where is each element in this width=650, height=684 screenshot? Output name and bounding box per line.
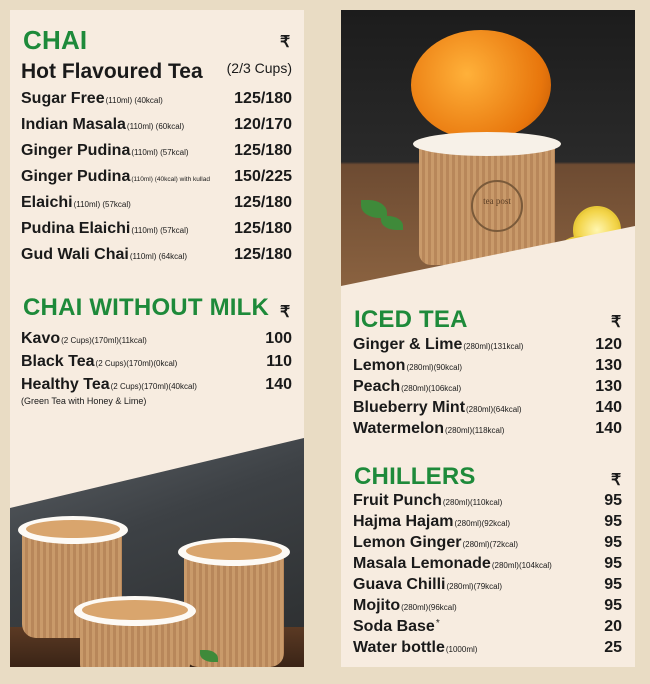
item-price: 125/180 bbox=[234, 194, 292, 211]
item-meta: (280ml)(79kcal) bbox=[446, 582, 503, 591]
chai-subtitle: Hot Flavoured Tea bbox=[21, 60, 203, 83]
tea-post-logo-text: tea post bbox=[483, 196, 511, 206]
chai-cups-photo bbox=[10, 438, 304, 667]
item-meta: (280ml)(106kcal) bbox=[401, 384, 462, 393]
item-meta: (280ml)(96kcal) bbox=[401, 603, 457, 612]
menu-item bbox=[21, 246, 292, 264]
menu-item bbox=[353, 618, 622, 636]
item-meta: (280ml)(72kcal) bbox=[462, 540, 519, 549]
cup-tea bbox=[82, 600, 188, 620]
item-name: Black Tea bbox=[21, 353, 95, 370]
item-name: Blueberry Mint bbox=[353, 399, 466, 416]
iced-tea-currency-symbol: ₹ bbox=[611, 314, 622, 331]
cup-rim bbox=[413, 132, 561, 156]
item-name: Healthy Tea bbox=[21, 376, 110, 393]
item-meta: (110ml) (40kcal) with kullad bbox=[131, 176, 210, 183]
menu-item bbox=[353, 399, 622, 417]
chai-without-milk-currency-symbol: ₹ bbox=[280, 304, 291, 321]
menu-item bbox=[353, 378, 622, 396]
menu-item bbox=[353, 639, 622, 657]
item-name: Ginger & Lime bbox=[353, 336, 463, 353]
item-name: Mojito bbox=[353, 597, 401, 614]
item-meta: (110ml) (57kcal) bbox=[131, 148, 189, 157]
item-meta: (280ml)(110kcal) bbox=[442, 498, 503, 507]
tea-post-logo bbox=[471, 180, 523, 232]
menu-item bbox=[353, 357, 622, 375]
menu-item bbox=[21, 353, 292, 371]
item-price: 95 bbox=[604, 492, 622, 509]
item-name: Peach bbox=[353, 378, 401, 395]
item-name: Guava Chilli bbox=[353, 576, 446, 593]
item-meta: * bbox=[435, 618, 440, 629]
iced-tea-section-title: ICED TEA bbox=[354, 306, 468, 333]
item-name: Kavo bbox=[21, 330, 61, 347]
item-name: Ginger Pudina bbox=[21, 168, 131, 185]
tea-splash bbox=[411, 30, 551, 140]
item-name: Ginger Pudina bbox=[21, 142, 131, 159]
menu-item bbox=[353, 492, 622, 510]
menu-item bbox=[21, 194, 292, 212]
item-price: 130 bbox=[595, 378, 622, 395]
photo-diagonal-cut bbox=[10, 438, 304, 508]
menu-item bbox=[21, 142, 292, 160]
menu-item bbox=[353, 597, 622, 615]
item-meta: (2 Cups)(170ml)(11kcal) bbox=[61, 336, 147, 345]
iced-tea-photo bbox=[341, 10, 635, 286]
item-name: Water bottle bbox=[353, 639, 445, 656]
item-price: 95 bbox=[604, 513, 622, 530]
item-meta: (110ml) (57kcal) bbox=[131, 226, 189, 235]
chai-subtitle-note: (2/3 Cups) bbox=[226, 60, 292, 76]
menu-item bbox=[21, 116, 292, 134]
item-price: 130 bbox=[595, 357, 622, 374]
item-name: Indian Masala bbox=[21, 116, 126, 133]
item-name: Masala Lemonade bbox=[353, 555, 491, 572]
menu-item bbox=[353, 513, 622, 531]
healthy-tea-note: (Green Tea with Honey & Lime) bbox=[21, 396, 147, 406]
item-meta: (280ml)(118kcal) bbox=[444, 426, 505, 435]
item-price: 150/225 bbox=[234, 168, 292, 185]
menu-item bbox=[21, 376, 292, 394]
item-price: 95 bbox=[604, 597, 622, 614]
item-meta: (280ml)(64kcal) bbox=[466, 405, 522, 414]
item-name: Elaichi bbox=[21, 194, 73, 211]
item-price: 125/180 bbox=[234, 90, 292, 107]
chillers-section-title: CHILLERS bbox=[354, 463, 476, 490]
chai-without-milk-title: CHAI WITHOUT MILK bbox=[23, 294, 270, 321]
item-meta: (2 Cups)(170ml)(40kcal) bbox=[110, 382, 197, 391]
item-name: Watermelon bbox=[353, 420, 444, 437]
item-price: 110 bbox=[266, 353, 292, 370]
item-name: Sugar Free bbox=[21, 90, 105, 107]
photo-diagonal-cut bbox=[341, 226, 635, 286]
item-price: 140 bbox=[595, 420, 622, 437]
chai-cup bbox=[184, 550, 284, 667]
menu-item bbox=[21, 220, 292, 238]
menu-item bbox=[21, 168, 292, 186]
cup-tea bbox=[186, 542, 282, 560]
chai-section-title: CHAI bbox=[23, 25, 88, 55]
right-menu-panel bbox=[341, 10, 635, 667]
menu-item bbox=[353, 336, 622, 354]
item-price: 120/170 bbox=[234, 116, 292, 133]
item-price: 140 bbox=[265, 376, 292, 393]
item-name: Pudina Elaichi bbox=[21, 220, 131, 237]
item-meta: (110ml) (57kcal) bbox=[73, 200, 131, 209]
item-price: 95 bbox=[604, 534, 622, 551]
item-meta: (280ml)(92kcal) bbox=[454, 519, 511, 528]
item-price: 100 bbox=[265, 330, 292, 347]
item-meta: (1000ml) bbox=[445, 645, 478, 654]
item-meta: (110ml) (40kcal) bbox=[105, 96, 163, 105]
item-meta: (110ml) (60kcal) bbox=[126, 122, 185, 131]
item-meta: (280ml)(131kcal) bbox=[463, 342, 524, 351]
item-name: Gud Wali Chai bbox=[21, 246, 129, 263]
menu-item bbox=[353, 534, 622, 552]
item-price: 25 bbox=[604, 639, 622, 656]
item-price: 140 bbox=[595, 399, 622, 416]
item-meta: (2 Cups)(170ml)(0kcal) bbox=[95, 359, 178, 368]
menu-item bbox=[353, 576, 622, 594]
item-price: 20 bbox=[604, 618, 622, 635]
item-price: 95 bbox=[604, 555, 622, 572]
menu-item bbox=[353, 555, 622, 573]
menu-item bbox=[21, 330, 292, 348]
menu-item bbox=[21, 90, 292, 108]
chai-currency-symbol: ₹ bbox=[280, 34, 291, 51]
item-price: 125/180 bbox=[234, 220, 292, 237]
item-name: Fruit Punch bbox=[353, 492, 442, 509]
item-price: 125/180 bbox=[234, 142, 292, 159]
chillers-currency-symbol: ₹ bbox=[611, 472, 622, 489]
item-meta: (110ml) (64kcal) bbox=[129, 252, 188, 261]
item-name: Soda Base bbox=[353, 618, 435, 635]
item-name: Hajma Hajam bbox=[353, 513, 454, 530]
cup-tea bbox=[26, 520, 120, 538]
item-name: Lemon Ginger bbox=[353, 534, 462, 551]
left-menu-panel bbox=[10, 10, 304, 667]
item-price: 120 bbox=[595, 336, 622, 353]
menu-item bbox=[353, 420, 622, 438]
chai-subtitle-row bbox=[21, 60, 292, 84]
item-price: 125/180 bbox=[234, 246, 292, 263]
item-meta: (280ml)(90kcal) bbox=[406, 363, 463, 372]
item-name: Lemon bbox=[353, 357, 406, 374]
item-price: 95 bbox=[604, 576, 622, 593]
item-meta: (280ml)(104kcal) bbox=[491, 561, 552, 570]
